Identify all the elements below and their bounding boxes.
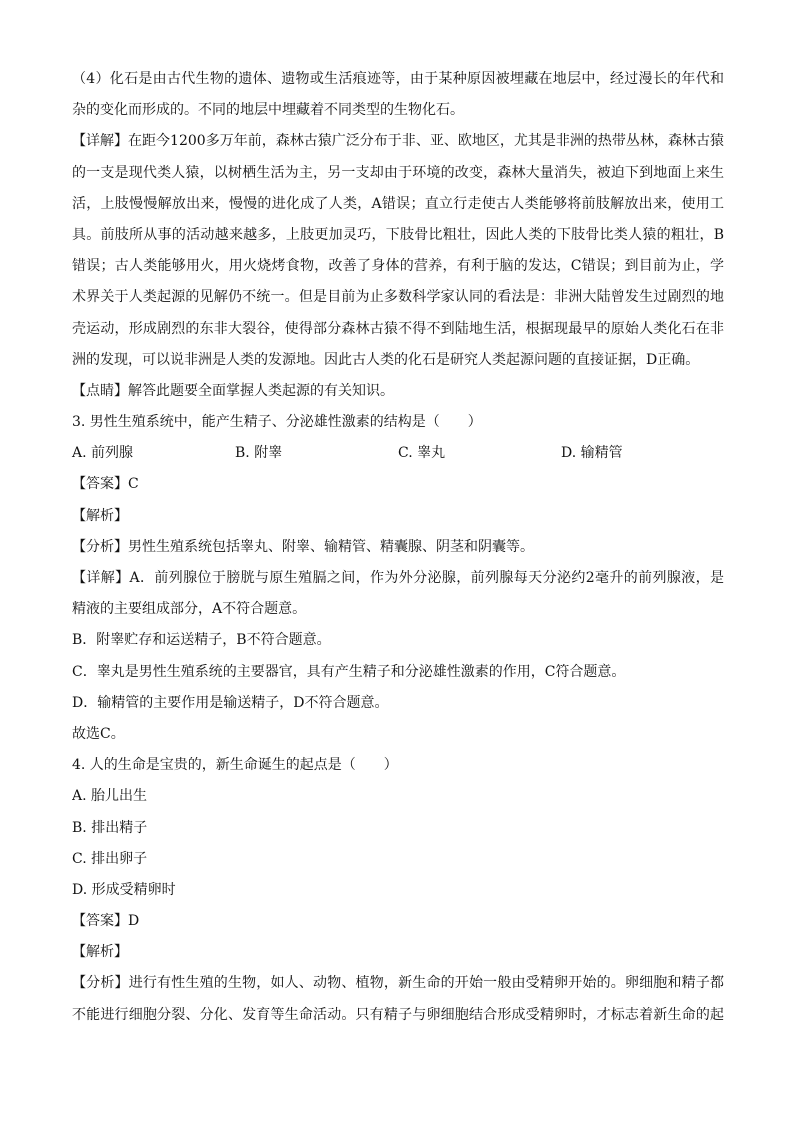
explanation-line: （4）化石是由古代生物的遗体、遗物或生活痕迹等，由于某种原因被埋藏在地层中，经过漫长的年代和 (72, 71, 724, 87)
q3-option-b: B. 附睾 (235, 445, 283, 462)
q3-detail-d: D．输精管的主要作用是输送精子，D不符合题意。 (72, 694, 389, 711)
q4-option-c: C. 排出卵子 (72, 850, 148, 867)
q3-fenxi: 【分析】男性生殖系统包括睾丸、附睾、输精管、精囊腺、阴茎和阴囊等。 (72, 538, 534, 555)
explanation-line: 错误；古人类能够用火，用火烧烤食物，改善了身体的营养，有利于脑的发达，C错误；到目前为止，学 (72, 258, 724, 275)
explanation-line: 壳运动，形成剧烈的东非大裂谷，使得部分森林古猿不得不到陆地生活，根据现最早的原始人类化石在非 (72, 320, 724, 337)
page-content (72, 64, 724, 1031)
explanation-line: 活，上肢慢慢解放出来，慢慢的进化成了人类，A错误；直立行走使古人类能够将前肢解放出来，使用工 (72, 195, 724, 212)
q3-analysis-label: 【解析】 (72, 507, 128, 524)
q4-option-a: A. 胎儿出生 (72, 788, 148, 805)
q3-stem: 3. 男性生殖系统中，能产生精子、分泌雄性激素的结构是（ ） (72, 414, 482, 431)
q4-stem: 4. 人的生命是宝贵的，新生命诞生的起点是（ ） (72, 757, 398, 774)
q3-conclusion: 故选C。 (72, 725, 125, 742)
q4-answer: 【答案】D (72, 913, 140, 930)
q4-fenxi-line-1: 【分析】进行有性生殖的生物，如人、动物、植物，新生命的开始一般由受精卵开始的。卵细胞和精子都 (72, 975, 724, 992)
q4-option-d: D. 形成受精卵时 (72, 881, 176, 898)
q4-fenxi-line-2: 不能进行细胞分裂、分化、发育等生命活动。只有精子与卵细胞结合形成受精卵时，才标志着新生命的起 (72, 1006, 724, 1023)
q3-detail-line-2: 精液的主要组成部分，A不符合题意。 (72, 601, 307, 618)
q4-analysis-label: 【解析】 (72, 944, 128, 961)
q3-options (72, 438, 724, 469)
explanation-line: 术界关于人类起源的见解仍不统一。但是目前为止多数科学家认同的看法是：非洲大陆曾发生过剧烈的地 (72, 289, 724, 306)
q3-option-a: A. 前列腺 (72, 445, 134, 462)
explanation-line: 洲的发现，可以说非洲是人类的发源地。因此古人类的化石是研究人类起源问题的直接证据，D正确。 (72, 351, 700, 368)
explanation-line: 的一支是现代类人猿，以树栖生活为主，另一支却由于环境的改变，森林大量消失，被迫下到地面上来生 (72, 164, 724, 181)
explanation-line: 【详解】在距今1200多万年前，森林古猿广泛分布于非、亚、欧地区，尤其是非洲的热带丛林，森林古猿 (72, 133, 724, 150)
q3-detail-c: C．睾丸是男性生殖系统的主要器官，具有产生精子和分泌雄性激素的作用，C符合题意。 (72, 663, 626, 680)
q4-option-b: B. 排出精子 (72, 819, 148, 836)
q3-answer: 【答案】C (72, 476, 139, 493)
explanation-line: 具。前肢所从事的活动越来越多，上肢更加灵巧，下肢骨比粗壮，因此人类的下肢骨比类人猿的粗壮，B (72, 226, 724, 243)
q3-option-d: D. 输精管 (561, 445, 623, 462)
q3-option-c: C. 睾丸 (398, 445, 446, 462)
q3-detail-line-1: 【详解】A．前列腺位于膀胱与原生殖膈之间，作为外分泌腺，前列腺每天分泌约2毫升的前列腺液，是 (72, 570, 724, 586)
q3-detail-b: B．附睾贮存和运送精子，B不符合题意。 (72, 632, 331, 649)
explanation-line: 杂的变化而形成的。不同的地层中埋藏着不同类型的生物化石。 (72, 102, 464, 119)
explanation-line: 【点睛】解答此题要全面掌握人类起源的有关知识。 (72, 382, 394, 399)
previous-question-explanation (72, 64, 724, 407)
